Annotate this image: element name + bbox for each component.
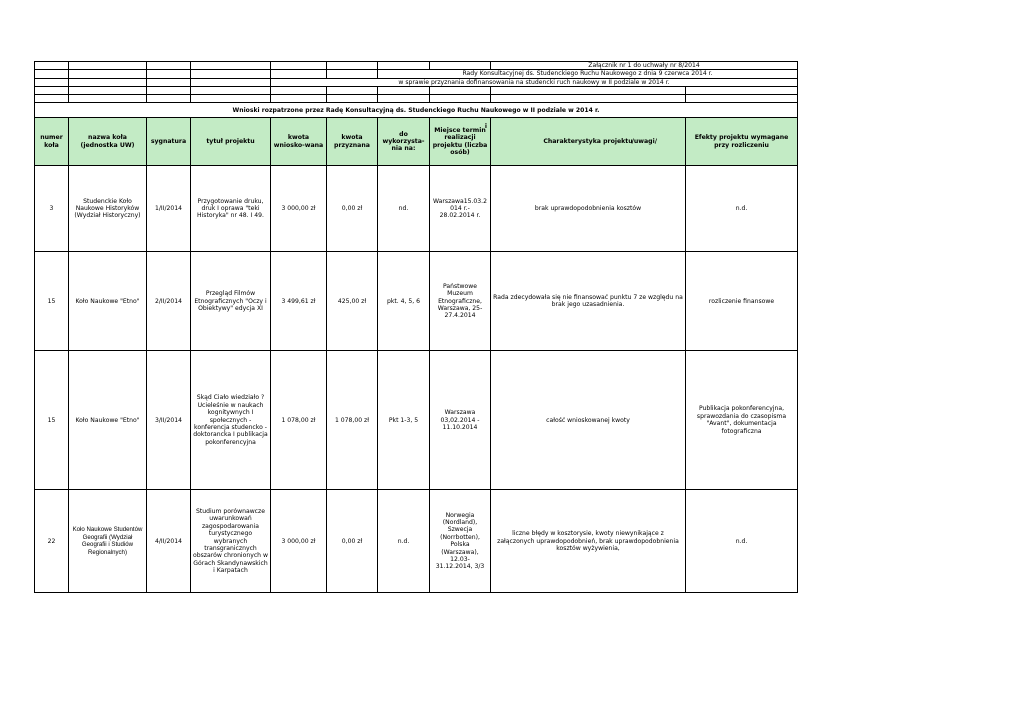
cell-numer: 3 [35,166,69,252]
title-row [35,103,798,118]
cell-charakterystyka: Rada zdecydowała się nie finansować punktu 7 ze względu na brak jego uzasadnienia. [491,252,686,351]
cell-efekty: Publikacja pokonferencyjna, sprawozdania do czasopisma "Avant", dokumentacja fotograficzna [686,351,798,490]
cell-wykorzystanie: pkt. 4, 5, 6 [378,252,430,351]
header-kwota-przyznana: kwota przyznana [327,118,378,166]
cell-sygnatura: 2/II/2014 [147,252,191,351]
cell-miejsce: Państwowe Muzeum Etnograficzne, Warszawa, 25-27.4.2014 [430,252,491,351]
cell-charakterystyka: całość wnioskowanej kwoty [491,351,686,490]
cell-wykorzystanie: Pkt 1-3, 5 [378,351,430,490]
cell-nazwa: Koło Naukowe Studentów Geografii (Wydział Geografii i Studiów Regionalnych) [69,490,147,593]
cell-charakterystyka: brak uprawdopodobnienia kosztów [491,166,686,252]
header-charakterystyka [491,118,686,166]
cell-wykorzystanie: n.d. [378,490,430,593]
header-kwota-wnioskowana: kwota wniosko-wana [271,118,327,166]
header-numer: numer koła [35,118,69,166]
header-nazwa: nazwa koła (jednostka UW) [69,118,147,166]
subject-note: w sprawie przyznania dofinansowania na studencki ruch naukowy w II podziale w 2014 r. [271,78,798,86]
cell-tytul: Skąd Ciało wiedziało ? Ucieleśnie w naukach kognitywnych I społecznych - konferencja studencko - doktorancka I publikacja pokonferencyjna [191,351,271,490]
cell-kwota-wnioskowana: 3 000,00 zł [271,490,327,593]
page-title: Wnioski rozpatrzone przez Radę Konsultacyjną ds. Studenckiego Ruchu Naukowego w II podziale w 2014 r. [35,103,798,118]
table-row [35,166,798,252]
blank-row-2 [35,95,798,103]
cell-nazwa: Koło Naukowe "Etno" [69,252,147,351]
header-sygnatura: sygnatura [147,118,191,166]
meta-row-1 [35,62,798,70]
attachment-note: Załącznik nr 1 do uchwały nr 8/2014 [491,62,798,70]
cell-sygnatura: 1/II/2014 [147,166,191,252]
cell-efekty: n.d. [686,166,798,252]
cell-kwota-przyznana: 1 078,00 zł [327,351,378,490]
header-wykorzystanie: do wykorzysta-nia na: [378,118,430,166]
cell-miejsce: Warszawa 03,02.2014 - 11.10.2014 [430,351,491,490]
meta-row-2 [35,70,798,78]
applications-table [34,61,798,593]
cell-numer: 15 [35,252,69,351]
meta-row-3 [35,78,798,86]
cell-miejsce: Warszawa15.03.2014 r.- 28.02.2014 r. [430,166,491,252]
cell-tytul: Przegląd Filmów Etnograficznych "Oczy i Obiektywy" edycja XI [191,252,271,351]
cell-kwota-wnioskowana: 3 000,00 zł [271,166,327,252]
cell-efekty: n.d. [686,490,798,593]
cell-charakterystyka: liczne błędy w kosztorysie, kwoty niewynikające z załączonych uprawdopodobnień, brak uprawdopodobnienia kosztów wyżywienia, [491,490,686,593]
table-row [35,351,798,490]
cell-nazwa: Koło Naukowe "Etno" [69,351,147,490]
cell-numer: 22 [35,490,69,593]
header-miejsce-i: i [484,123,487,131]
cell-numer: 15 [35,351,69,490]
cell-sygnatura: 4/II/2014 [147,490,191,593]
cell-sygnatura: 3/II/2014 [147,351,191,490]
table-row [35,490,798,593]
blank-row-1 [35,87,798,95]
cell-kwota-przyznana: 0,00 zł [327,490,378,593]
cell-kwota-przyznana: 0,00 zł [327,166,378,252]
header-miejsce [430,118,491,166]
table-row [35,252,798,351]
cell-kwota-przyznana: 425,00 zł [327,252,378,351]
header-charakterystyka-label: Charakterystyka projektu [543,138,633,146]
cell-miejsce: Norwegia (Nordland), Szwecja (Norrbotten), Polska (Warszawa), 12.03-31.12.2014, 3/3 [430,490,491,593]
cell-nazwa: Studenckie Koło Naukowe Historyków (Wydział Historyczny) [69,166,147,252]
cell-kwota-wnioskowana: 3 499,61 zł [271,252,327,351]
cell-tytul: Przygotowanie druku, druk I oprawa "teki Historyka" nr 48. I 49. [191,166,271,252]
header-efekty: Efekty projektu wymagane przy rozliczeniu [686,118,798,166]
cell-wykorzystanie: nd. [378,166,430,252]
header-row [35,118,798,166]
cell-tytul: Studium porównawcze uwarunkowań zagospodarowania turystycznego wybranych transgranicznych obszarów chronionych w Górach Skandynawskich i Karpatach [191,490,271,593]
header-miejsce-label: Miejsce termin realizacji projektu (liczba osób) [432,126,488,157]
header-uwagi: /uwagi/ [631,138,657,146]
council-note: Rady Konsultacyjnej ds. Studenckiego Ruchu Naukowego z dnia 9 czerwca 2014 r. [378,70,798,78]
cell-kwota-wnioskowana: 1 078,00 zł [271,351,327,490]
cell-efekty: rozliczenie finansowe [686,252,798,351]
header-tytul: tytuł projektu [191,118,271,166]
